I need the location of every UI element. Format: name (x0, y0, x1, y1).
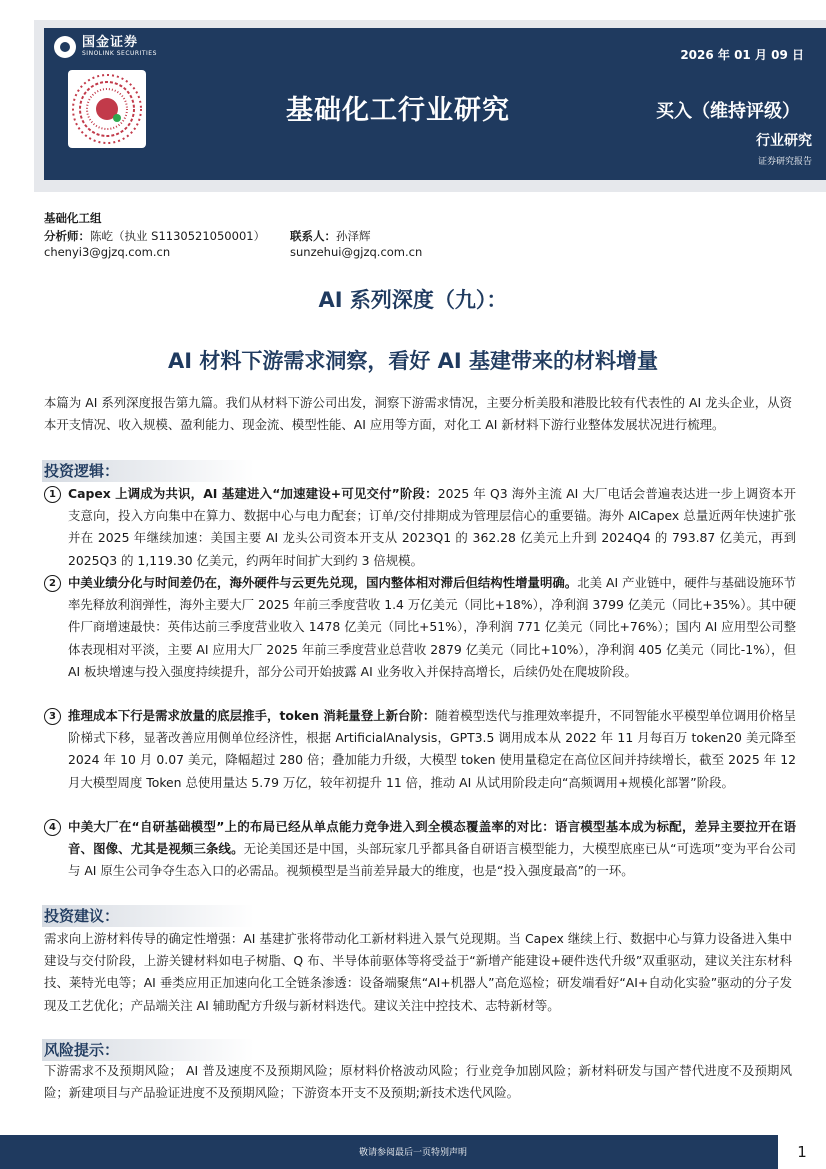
research-group: 基础化工组 (44, 211, 102, 225)
contact-name: 孙泽辉 (336, 229, 371, 243)
section-heading-logic: 投资逻辑： (42, 460, 254, 482)
contact-line: 联系人：孙泽辉 (290, 229, 371, 243)
logo-icon (54, 36, 76, 58)
contact-email[interactable]: sunzehui@gjzq.com.cn (290, 245, 423, 259)
intro-paragraph: 本篇为 AI 系列深度报告第九篇。我们从材料下游公司出发，洞察下游需求情况，主要分析美股和港股比较有代表性的 AI 龙头企业，从资本开支情况、收入规模、盈利能力、现金流、模型性能、AI 应用等方面，对化工 AI 新材料下游行业整体发展状况进行梳理。 (44, 395, 792, 433)
section-heading-advice: 投资建议： (42, 905, 254, 927)
report-subtitle: AI 材料下游需求洞察，看好 AI 基建带来的材料增量 (167, 349, 659, 373)
logic-item: 3 推理成本下行是需求放量的底层推手，token 消耗量登上新台阶：随着模型迭代与推理效率提升，不同智能水平模型单位调用价格呈阶梯式下移，显著改善应用侧单位经济性，根据 ArtificialAnalysis，GPT3.5 调用成本从 2022 年 11 月每百万 token20 美元降至 2024 年 10 月 0.07 美元，降幅超过 280 倍；叠加能力升级，大模型 token 使用量稳定在高位区间并持续增长，截至 2025 年 12 月大模型周度 Token 总使用量达 5.79 万亿，较年初提升 11 倍，推动 AI 从试用阶段走向“高频调用+规模化部署”阶段。 (44, 705, 796, 794)
section-heading-risk: 风险提示： (42, 1039, 254, 1061)
item-number: 1 (44, 486, 61, 503)
analyst-line: 分析师：陈屹（执业 S1130521050001） (44, 229, 266, 243)
report-type: 行业研究 (756, 133, 812, 149)
series-title: AI 系列深度（九）： (318, 288, 508, 312)
rating-badge: 买入（维持评级） (656, 101, 800, 122)
report-date: 2026 年 01 月 09 日 (680, 48, 804, 62)
logic-item: 1 Capex 上调成为共识，AI 基建进入“加速建设+可见交付”阶段：2025 年 Q3 海外主流 AI 大厂电话会普遍表达进一步上调资本开支意向，投入方向集中在算力、数据中心与电力配套；订单/交付排期成为管理层信心的重要锚。海外 AICapex 总量近两年快速扩张并在 2025 年继续加速：美国主要 AI 龙头公司资本开支从 2023Q1 的 362.28 亿美元上升到 2024Q4 的 793.87 亿美元，再到 2025Q3 的 1,119.30 亿美元，约两年时间扩大到约 3 倍规模。 (44, 483, 796, 572)
report-subtype: 证券研究报告 (757, 157, 812, 167)
logic-item: 4 中美大厂在“自研基础模型”上的布局已经从单点能力竞争进入到全模态覆盖率的对比：语言模型基本成为标配，差异主要拉开在语音、图像、尤其是视频三条线。无论美国还是中国，头部玩家几乎都具备自研语言模型能力，大模型底座已从“可选项”变为平台公司与 AI 原生公司争夺生态入口的必需品。视频模型是当前差异最大的维度，也是“投入强度最高”的一环。 (44, 816, 796, 883)
page-title: 基础化工行业研究 (286, 95, 510, 126)
disclaimer-note: 敬请参阅最后一页特别声明 (358, 1148, 467, 1158)
risk-paragraph: 下游需求不及预期风险； AI 普及速度不及预期风险；原材料价格波动风险；行业竞争加剧风险；新材料研发与国产替代进度不及预期风险；新建项目与产品验证进度不及预期风险；下游资本开支不及预期;新技术迭代风险。 (44, 1063, 792, 1101)
item-number: 3 (44, 708, 61, 725)
analyst-email[interactable]: chenyi3@gjzq.com.cn (44, 245, 171, 259)
item-number: 2 (44, 575, 61, 592)
advice-paragraph: 需求向上游材料传导的确定性增强：AI 基建扩张将带动化工新材料进入景气兑现期。当 Capex 继续上行、数据中心与算力设备进入集中建设与交付阶段，上游关键材料如电子树脂、Q 布、半导体前驱体等将受益于“新增产能建设+硬件迭代升级”双重驱动，建议关注东材科技、莱特光电等；AI 垂类应用正加速向化工全链条渗透：设备端聚焦“AI+机器人”高危巡检；研发端看好“AI+自动化实验”驱动的分子发现及工艺优化；产品端关注 AI 辅助配方升级与新材料迭代。建议关注中控技术、志特新材等。 (44, 931, 792, 1013)
logo-name-en: SINOLINK SECURITIES (82, 50, 157, 57)
qr-code-icon (68, 70, 146, 148)
company-logo (54, 36, 157, 58)
page-number: 1 (778, 1135, 826, 1169)
footer-bar (0, 1135, 826, 1169)
analyst-name: 陈屹（执业 S1130521050001） (90, 229, 266, 243)
logic-item: 2 中美业绩分化与时间差仍在，海外硬件与云更先兑现，国内整体相对滞后但结构性增量明确。北美 AI 产业链中，硬件与基础设施环节率先释放利润弹性，海外主要大厂 2025 年前三季度营收 1.4 万亿美元（同比+18%），净利润 3799 亿美元（同比+35%）。其中硬件厂商增速最快：英伟达前三季度营业收入 1478 亿美元（同比+51%），净利润 771 亿美元（同比+76%）；国内 AI 应用型公司整体表现相对平淡，主要 AI 应用大厂 2025 年前三季度营业总营收 2879 亿美元（同比+10%），净利润 405 亿美元（同比-1%），但 AI 板块增速与投入强度持续提升，部分公司开始披露 AI 业务收入并保持高增长，后续仍处在爬坡阶段。 (44, 572, 796, 683)
logo-name-cn: 国金证券 (82, 35, 139, 50)
item-number: 4 (44, 819, 61, 836)
